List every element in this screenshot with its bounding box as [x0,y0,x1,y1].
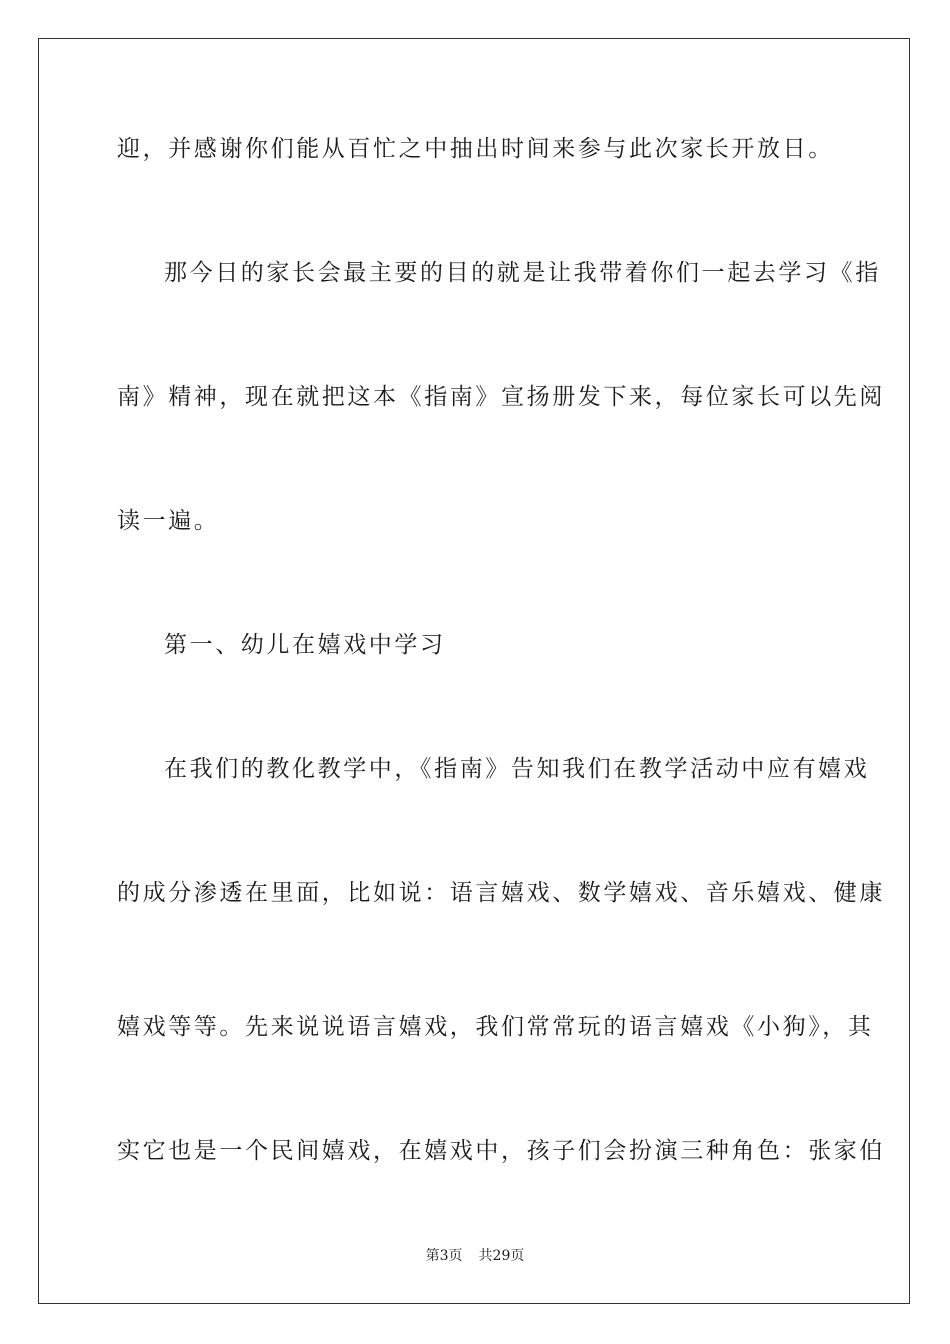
text-line-9: 实它也是一个民间嬉戏，在嬉戏中，孩子们会扮演三种角色：张家伯 [117,1138,885,1164]
page-border [38,38,910,1304]
page-number: 第3页 [425,1248,463,1264]
text-line-8: 嬉戏等等。先来说说语言嬉戏，我们常常玩的语言嬉戏《小狗》，其 [117,1014,874,1040]
total-pages: 共29页 [478,1248,525,1264]
text-line-4: 读一遍。 [117,508,220,534]
section-heading: 第一、幼儿在嬉戏中学习 [164,632,446,658]
text-line-6: 在我们的教化教学中，《指南》告知我们在教学活动中应有嬉戏 [164,756,870,782]
text-line-7: 的成分渗透在里面，比如说：语言嬉戏、数学嬉戏、音乐嬉戏、健康 [117,880,885,906]
text-line-2: 那今日的家长会最主要的目的就是让我带着你们一起去学习《指 [164,260,881,286]
page-footer [0,1246,950,1266]
text-line-3: 南》精神，现在就把这本《指南》宣扬册发下来，每位家长可以先阅 [117,384,885,410]
text-line-1: 迎，并感谢你们能从百忙之中抽出时间来参与此次家长开放日。 [117,136,834,162]
